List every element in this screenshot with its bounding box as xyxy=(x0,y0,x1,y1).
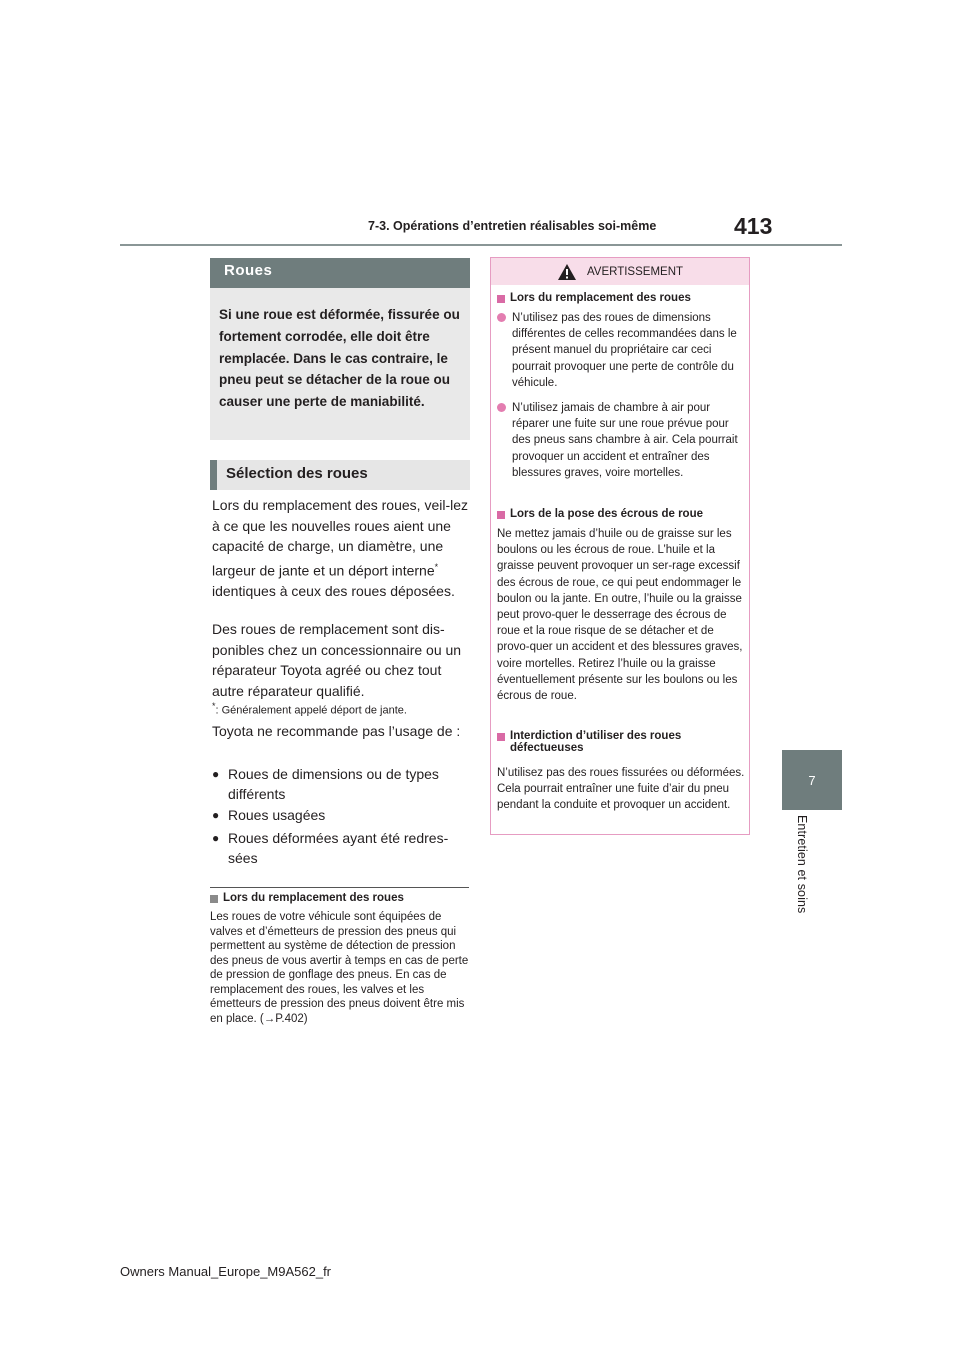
warning-paragraph: N’utilisez pas des roues fissurées ou déformées. Cela pourrait entraîner une fuite d’air du pneu pendant la conduite et provoquer un accident. xyxy=(497,767,745,812)
footer-document-id: Owners Manual_Europe_M9A562_fr xyxy=(120,1264,332,1279)
square-bullet-icon xyxy=(497,295,505,303)
note-heading-text: Lors du remplacement des roues xyxy=(223,892,404,904)
list-item-text: Roues de dimensions ou de types différents xyxy=(228,766,439,802)
footnote xyxy=(212,701,407,717)
warning-list-item-text: N’utilisez pas des roues de dimensions différentes de celles recommandées dans le présent manuel du propriétaire car ceci pourrait provoquer une perte de contrôle du véhicule. xyxy=(512,312,737,389)
header-divider xyxy=(120,244,842,246)
square-bullet-icon xyxy=(497,733,505,741)
warning-paragraph: Ne mettez jamais d’huile ou de graisse sur les boulons ou les écrous de roue. L’huile et la graisse peuvent provoquer un ser-rage excessif des écrous de roue, ce qui peut endommager le boulon ou la jante. En outre, l’huile ou la graisse peut provo-quer le desserrage des écrous de roue et la roue risque de se détacher et de provo-quer un accident et des blessures graves, voire mortelles. Retirez l’huile ou la graisse éventuellement présente sur les boulons ou les écrous de roue. xyxy=(497,528,743,703)
warning-list-item-text: N’utilisez jamais de chambre à air pour réparer une fuite sur une roue prévue pour des pneus sans chambre à air. Cela pourrait provoquer un accident et entraîner des blessures graves, voire mortelles. xyxy=(512,402,738,479)
section-title: Roues xyxy=(210,258,470,288)
subsection-title: Sélection des roues xyxy=(210,460,470,490)
list-item-text: Roues usagées xyxy=(228,807,326,823)
intro-text: Si une roue est déformée, fissurée ou fortement corrodée, elle doit être remplacée. Dans le cas contraire, le pneu peut se détacher de la roue ou causer une perte de maniabilité. xyxy=(219,307,460,410)
intro-box xyxy=(210,288,470,440)
bullet-icon: ● xyxy=(212,767,220,781)
footnote-text: : Généralement appelé déport de jante. xyxy=(215,704,407,717)
page-number: 413 xyxy=(734,213,773,239)
section-heading: 7-3. Opérations d’entretien réalisables soi-même xyxy=(368,219,657,233)
warning-subheading-text: Lors du remplacement des roues xyxy=(510,292,691,304)
footnote-marker: * xyxy=(434,561,439,572)
bullet-icon: ● xyxy=(212,831,220,845)
paragraph-selection xyxy=(212,495,474,601)
square-bullet-icon xyxy=(497,511,505,519)
bullet-icon xyxy=(497,403,506,412)
warning-subheading xyxy=(497,730,745,754)
warning-subheading xyxy=(497,508,703,520)
note-divider xyxy=(210,887,469,888)
chapter-tab: 7 xyxy=(782,750,842,810)
footnote-star: * xyxy=(212,701,216,711)
list-item xyxy=(212,764,472,804)
warning-list-item xyxy=(497,400,745,481)
warning-subheading xyxy=(497,292,691,304)
warning-subheading-text: Lors de la pose des écrous de roue xyxy=(510,508,704,520)
bullet-icon xyxy=(497,313,506,322)
list-item-text: Roues déformées ayant été redres-sées xyxy=(228,830,449,866)
note-text: Les roues de votre véhicule sont équipées de valves et d’émetteurs de pression des pneus qui permettent au système de détection de pression des pneus de vous avertir à temps en cas de perte de pression de gonflage des pneus. En cas de remplacement des roues, les valves et les émetteurs de pression des pneus doivent être mis en place. (→P.402) xyxy=(210,911,469,1025)
bullet-icon: ● xyxy=(212,808,220,822)
warning-icon xyxy=(557,263,577,281)
note-heading xyxy=(210,892,404,904)
paragraph-recommendation: Toyota ne recommande pas l’usage de : xyxy=(212,723,461,739)
paragraph-availability: Des roues de remplacement sont dis-ponibles chez un concessionnaire ou un réparateur Toyota agréé ou chez tout autre réparateur qualifié. xyxy=(212,621,462,699)
paragraph-selection-b: identiques à ceux des roues déposées. xyxy=(212,582,455,599)
warning-list-item xyxy=(497,310,745,391)
list-item xyxy=(212,805,472,825)
warning-subheading-text: Interdiction d’utiliser des roues défectueuses xyxy=(510,730,682,754)
square-bullet-icon xyxy=(210,895,218,903)
warning-title: AVERTISSEMENT xyxy=(586,265,684,278)
chapter-label: Entretien et soins xyxy=(795,815,809,914)
list-item xyxy=(212,828,472,868)
warning-header xyxy=(491,258,749,285)
paragraph-selection-a: Lors du remplacement des roues, veil-lez à ce que les nouvelles roues aient une capacité de charge, un diamètre, une largeur de jante et un déport interne xyxy=(212,497,469,579)
